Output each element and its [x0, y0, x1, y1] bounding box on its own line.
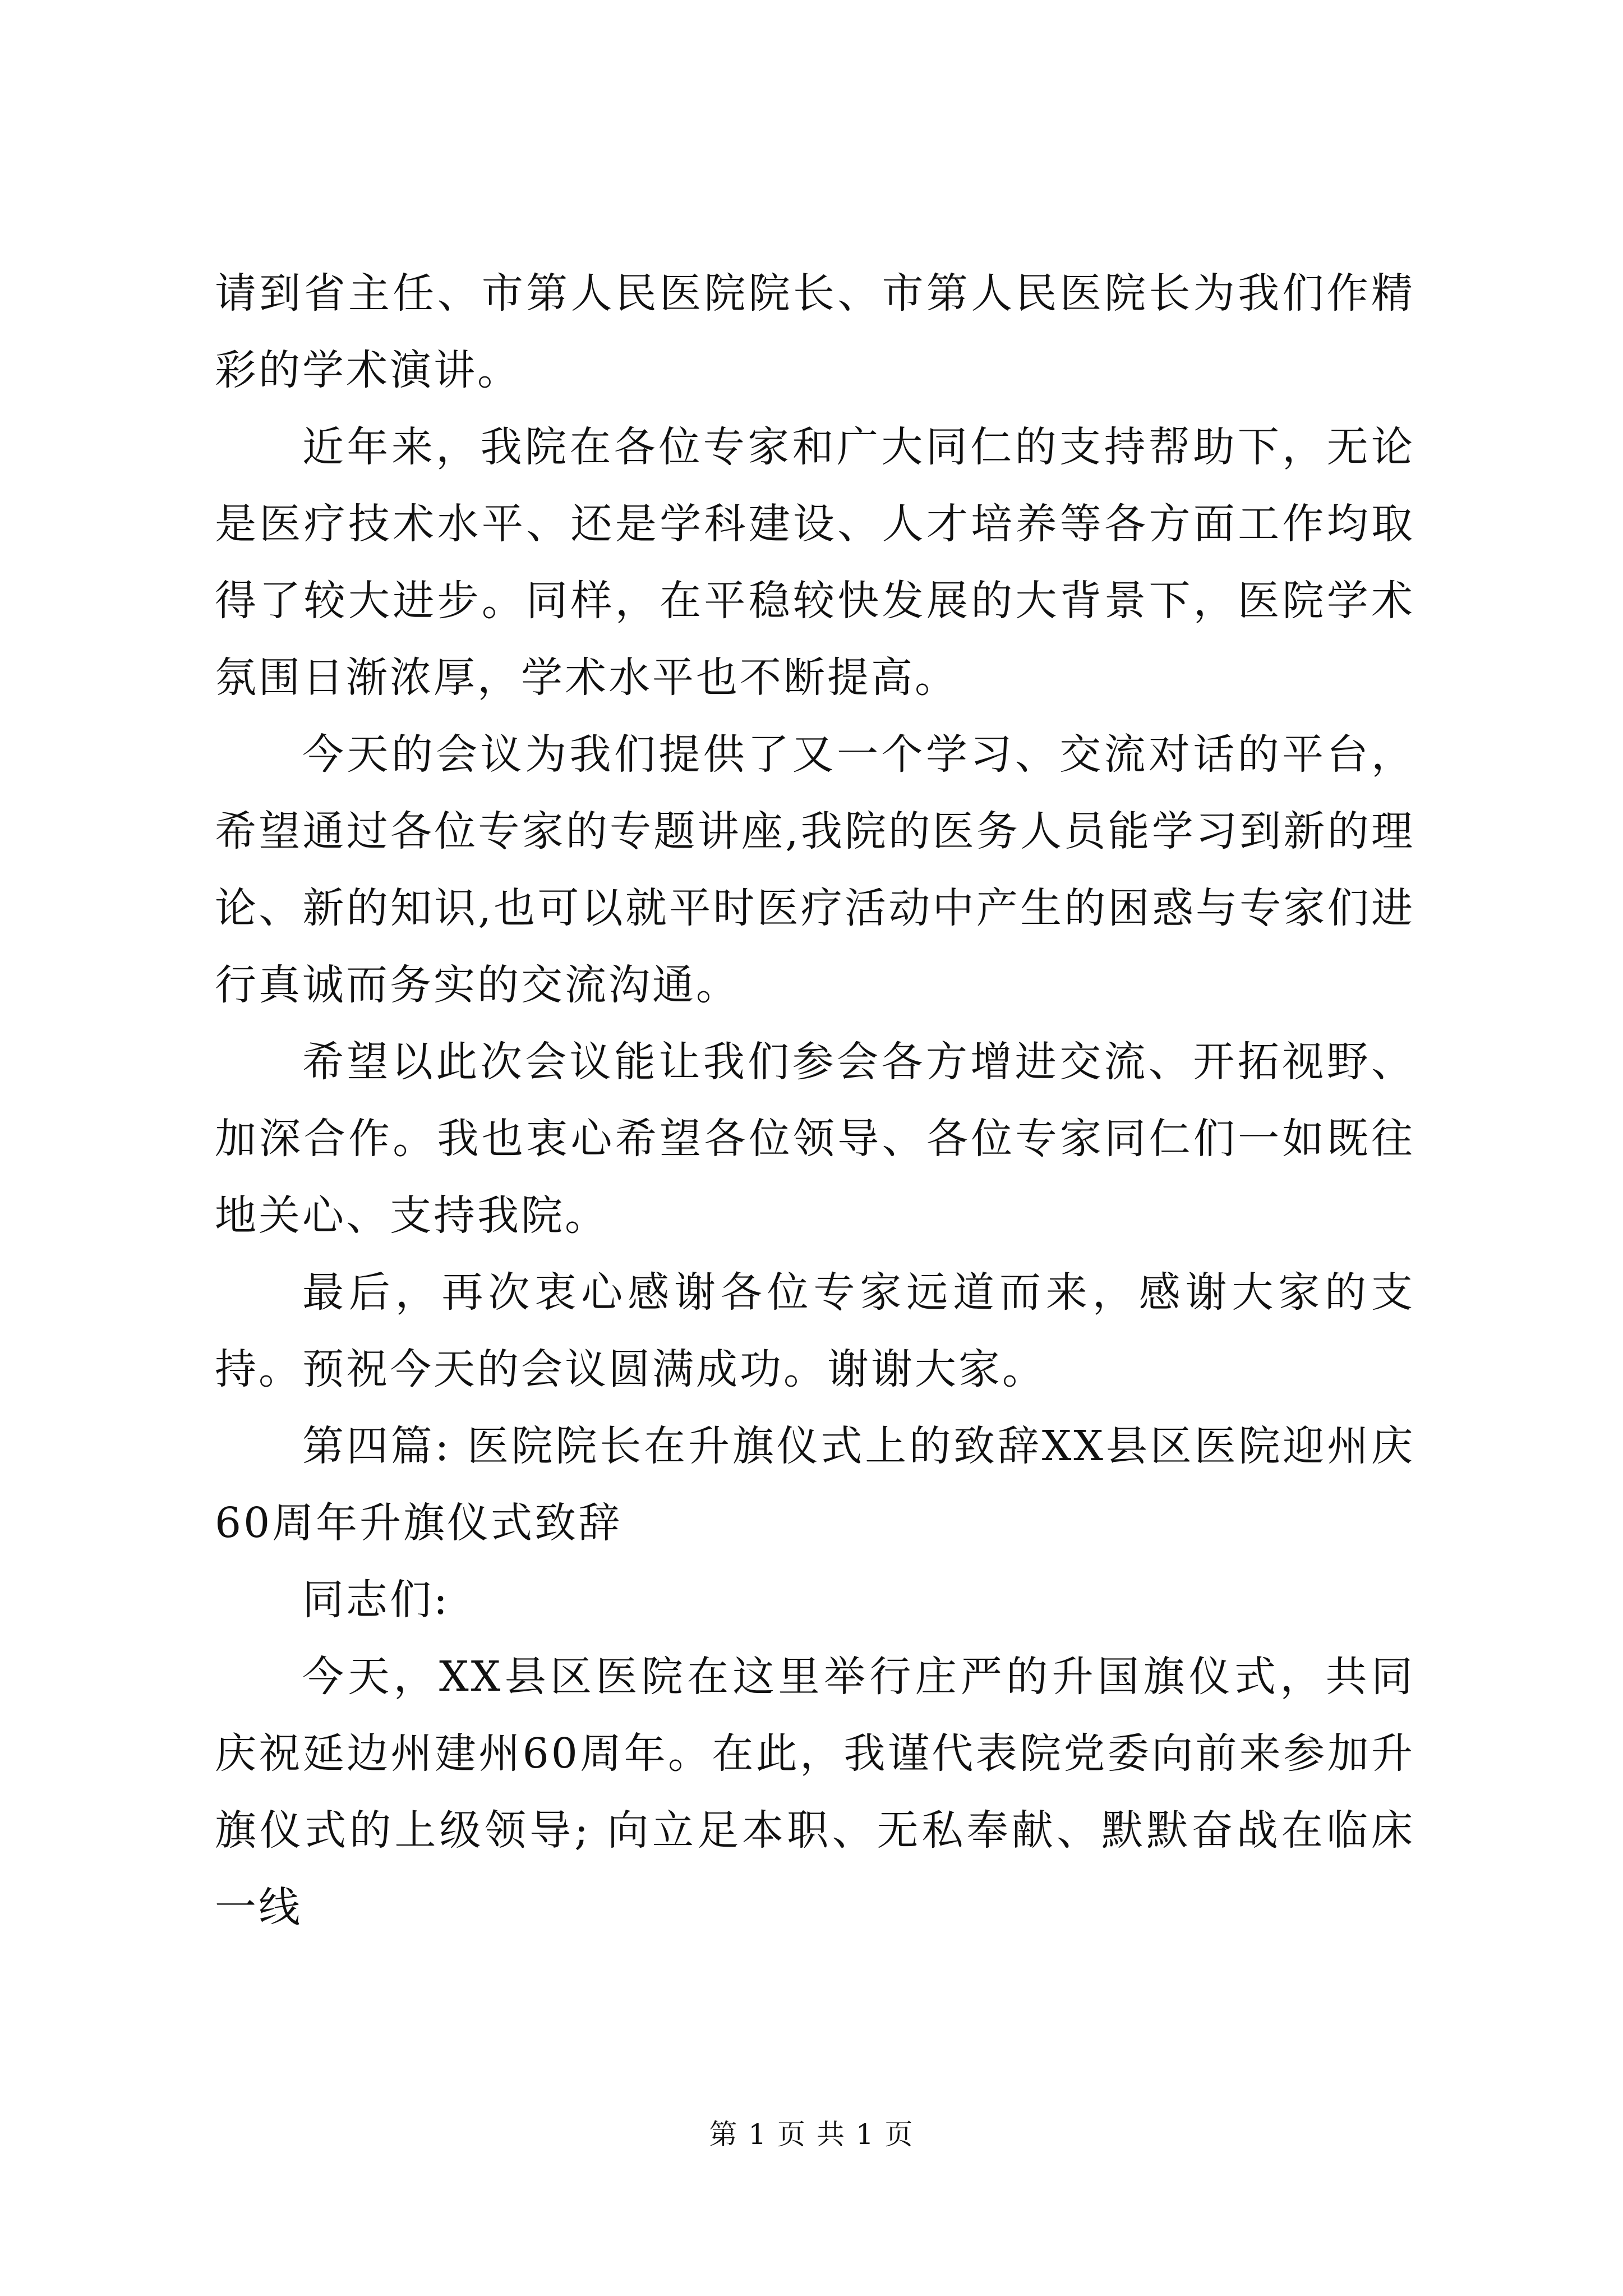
page-number-footer: 第 1 页 共 1 页 [709, 2118, 914, 2151]
salutation: 同志们: [302, 1576, 450, 1624]
paragraph-ceremony: 今天，XX县区医院在这里举行庄严的升国旗仪式，共同庆祝延边州建州60周年。在此，我谨代表院党委向前来参加升旗仪式的上级领导; 向立足本职、无私奉献、默默奋战在临床一线 [215, 1653, 1415, 1931]
document-body [215, 255, 1415, 1946]
paragraph-continuation: 请到省主任、市第人民医院院长、市第人民医院长为我们作精彩的学术演讲。 [215, 269, 1415, 394]
paragraph-progress: 近年来，我院在各位专家和广大同仁的支持帮助下，无论是医疗技术水平、还是学科建设、人才培养等各方面工作均取得了较大进步。同样，在平稳较快发展的大背景下，医院学术氛围日渐浓厚，学术水平也不断提高。 [215, 423, 1415, 702]
section-heading: 第四篇: 医院院长在升旗仪式上的致辞XX县区医院迎州庆60周年升旗仪式致辞 [215, 1422, 1415, 1547]
paragraph-closing-thanks: 最后，再次衷心感谢各位专家远道而来，感谢大家的支持。预祝今天的会议圆满成功。谢谢大家。 [215, 1268, 1415, 1393]
paragraph-meeting-platform: 今天的会议为我们提供了又一个学习、交流对话的平台，希望通过各位专家的专题讲座,我院的医务人员能学习到新的理论、新的知识,也可以就平时医疗活动中产生的困惑与专家们进行真诚而务实的交流沟通。 [215, 730, 1415, 1009]
paragraph-hope: 希望以此次会议能让我们参会各方增进交流、开拓视野、加深合作。我也衷心希望各位领导、各位专家同仁们一如既往地关心、支持我院。 [215, 1038, 1415, 1240]
